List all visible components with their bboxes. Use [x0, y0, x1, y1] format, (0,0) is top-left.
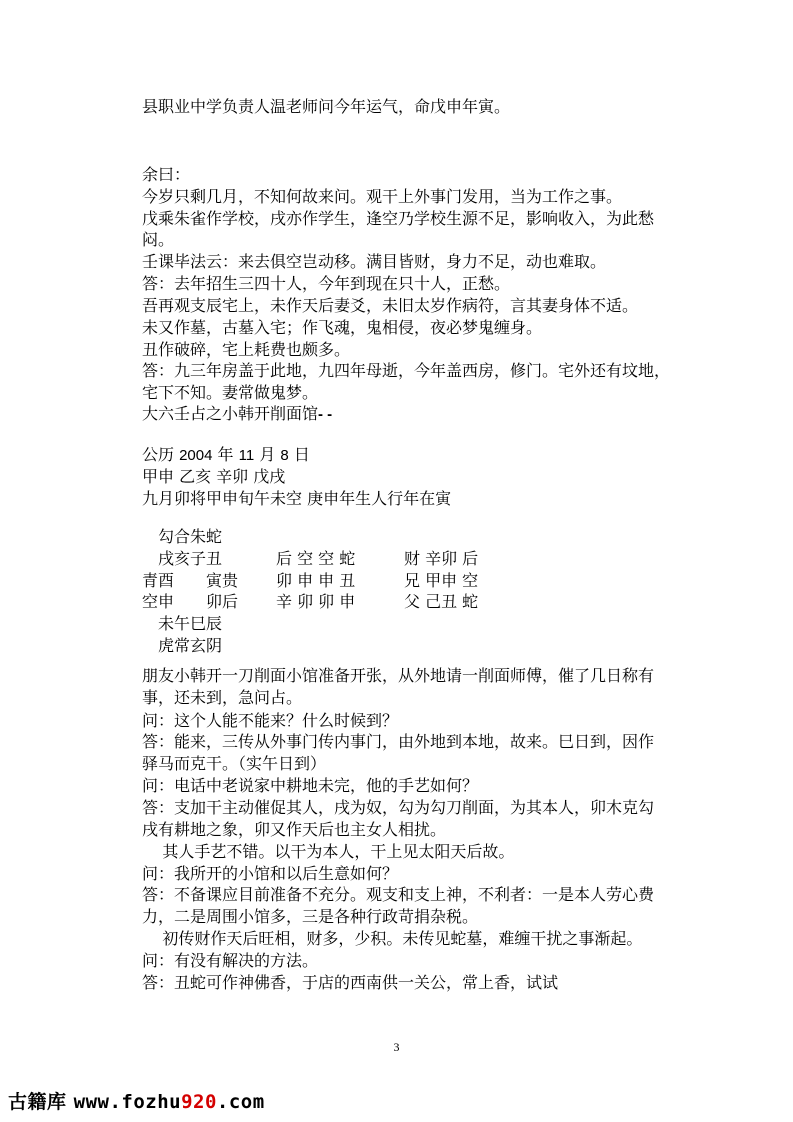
lesson-row: 卯 申 申 丑 — [276, 571, 356, 590]
text-line: 其人手艺不错。以干为本人，干上见太阳天后故。 — [142, 842, 515, 861]
transmission-row: 父 己丑 蛇 — [404, 592, 479, 611]
lesson-row: 辛 卯 卯 申 — [276, 592, 356, 611]
footer-watermark — [8, 1087, 265, 1114]
footer-brand: 古籍库 — [8, 1091, 67, 1113]
info-line: 九月卯将甲申旬午未空 庚申年生人行年在寅 — [142, 489, 452, 508]
text-line: 问：有没有解决的方法。 — [142, 951, 319, 970]
paragraph: 朋友小韩开一刀削面小馆准备开张，从外地请一削面师傅，催了几日称有事，还未到，急问占。 — [142, 666, 655, 707]
text-line: 丑作破碎，宅上耗费也颇多。 — [142, 340, 351, 359]
text-line: 壬课毕法云：来去俱空岂动移。满目皆财，身力不足，动也难取。 — [142, 252, 607, 271]
plate-top-2: 戌亥子丑 — [158, 549, 223, 568]
date-year-unit: 年 — [212, 445, 239, 464]
transmission-row: 兄 甲申 空 — [404, 571, 479, 590]
text-line: 答：去年招生三四十人，今年到现在只十人，正愁。 — [142, 274, 511, 293]
plate-row4-left: 空申 — [142, 592, 175, 611]
text-line: 吾再观支辰宅上，未作天后妻爻，未旧太岁作病符，言其妻身体不适。 — [142, 296, 639, 315]
date-day: 8 — [280, 447, 289, 464]
date-line — [142, 445, 310, 466]
text-line: 初传财作天后旺相，财多，少积。未传见蛇墓，难缠干扰之事渐起。 — [142, 929, 643, 948]
text-line: 闷。 — [142, 230, 175, 249]
lesson-row: 后 空 空 蛇 — [276, 549, 356, 568]
text-line: 问：这个人能不能来？什么时候到？ — [142, 711, 399, 730]
footer-site-suffix: .com — [216, 1091, 265, 1113]
footer-site[interactable] — [74, 1091, 265, 1113]
plate-bottom-1: 未午巳辰 — [158, 614, 223, 633]
paragraph: 答：能来，三传从外事门传内事门，由外地到本地，故来。巳日到，因作驿马而克干。（实午日到） — [142, 732, 655, 773]
paragraph: 答：不备课应目前准备不充分。观支和支上神，不利者：一是本人劳心费力，二是周围小馆多，三是各种行政苛捐杂税。 — [142, 885, 655, 926]
plate-top-1: 勾合朱蛇 — [158, 527, 223, 546]
transmission-row: 财 辛卯 后 — [404, 549, 479, 568]
text-line: 未又作墓，古墓入宅；作飞魂，鬼相侵，夜必梦鬼缠身。 — [142, 318, 543, 337]
plate-bottom-2: 虎常玄阴 — [158, 636, 223, 655]
page-number: 3 — [393, 1040, 400, 1054]
header-line: 县职业中学负责人温老师问今年运气，命戊申年寅。 — [142, 97, 511, 116]
plate-row3-right: 寅贵 — [206, 571, 239, 590]
footer-site-number: 920 — [181, 1091, 217, 1113]
text-line: 余曰： — [142, 165, 191, 184]
section-title-text: 大六壬占之小韩开削面馆 — [142, 404, 319, 423]
footer-site-prefix: www.fozhu — [73, 1091, 182, 1113]
text-line: 答：丑蛇可作神佛香，于店的西南供一关公，常上香，试试 — [142, 973, 559, 992]
text-line: 问：电话中老说家中耕地未完，他的手艺如何？ — [142, 776, 479, 795]
ganzhi-line: 甲申 乙亥 辛卯 戊戌 — [142, 467, 286, 486]
plate-row3-left: 青酉 — [142, 571, 175, 590]
text-line: 戊乘朱雀作学校，戌亦作学生，逢空乃学校生源不足，影响收入，为此愁 — [142, 209, 655, 228]
date-day-unit: 日 — [288, 445, 310, 464]
date-month-unit: 月 — [254, 445, 281, 464]
text-line: 问：我所开的小馆和以后生意如何？ — [142, 864, 399, 883]
paragraph: 答：支加干主动催促其人，戌为奴，勾为勾刀削面，为其本人，卯木克勾戌有耕地之象，卯又作天后也主女人相扰。 — [142, 798, 655, 839]
text-line: 宅下不知。妻常做鬼梦。 — [142, 383, 319, 402]
plate-row4-right: 卯后 — [206, 592, 239, 611]
text-line: 答：九三年房盖于此地，九四年母逝，今年盖西房，修门。宅外还有坟地， — [142, 361, 671, 380]
section-title-suffix: - - — [318, 406, 333, 423]
text-line: 今岁只剩几月，不知何故来问。观干上外事门发用，当为工作之事。 — [142, 187, 623, 206]
section-title — [142, 404, 332, 425]
date-month: 11 — [238, 447, 255, 464]
date-prefix: 公历 — [142, 445, 180, 464]
date-year: 2004 — [179, 447, 213, 464]
